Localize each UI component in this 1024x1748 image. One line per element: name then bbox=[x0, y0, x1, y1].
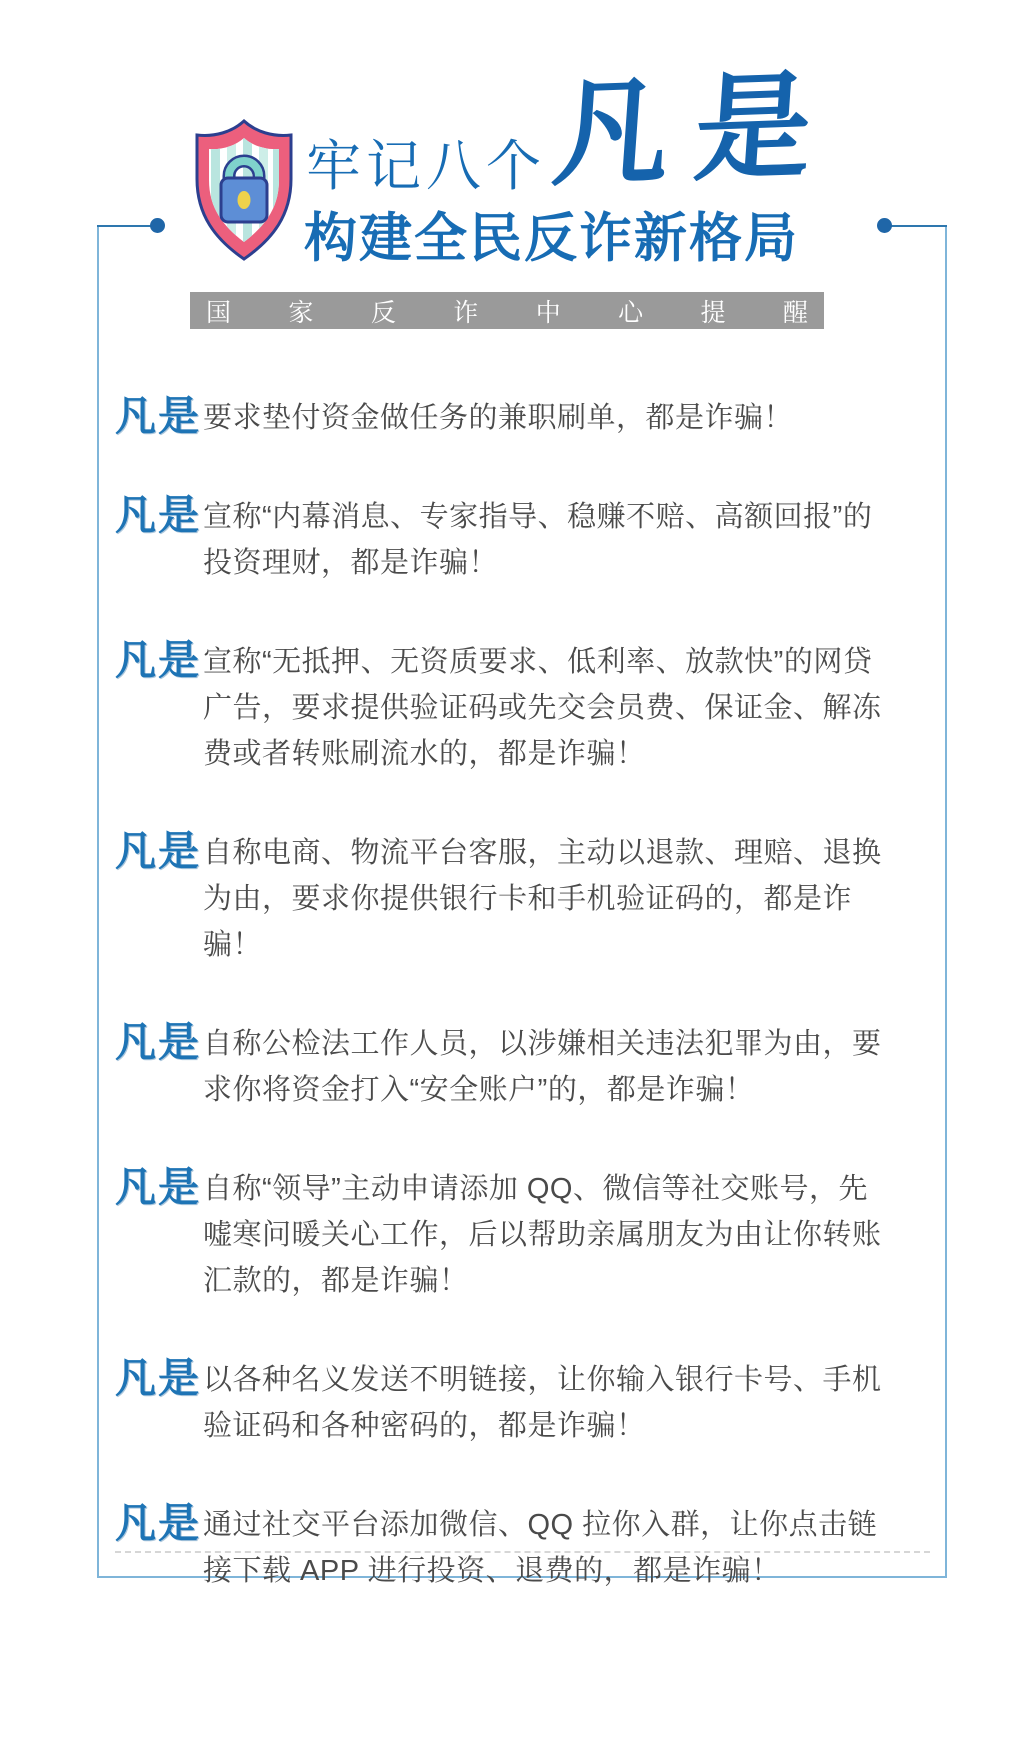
rule-text: 自称公检法工作人员，以涉嫌相关违法犯罪为由，要求你将资金打入“安全账户”的，都是诈骗！ bbox=[203, 1028, 882, 1106]
frame-top-left-segment bbox=[97, 225, 152, 227]
rules-list bbox=[115, 395, 905, 1594]
banner-bar bbox=[190, 292, 824, 329]
rule-text: 通过社交平台添加微信、QQ 拉你入群，让你点击链接下载 APP 进行投资、退费的，都是诈骗！ bbox=[203, 1509, 878, 1587]
list-item bbox=[115, 1166, 905, 1304]
list-item bbox=[115, 1021, 905, 1113]
rule-text: 以各种名义发送不明链接，让你输入银行卡号、手机验证码和各种密码的，都是诈骗！ bbox=[203, 1364, 882, 1442]
rule-text: 要求垫付资金做任务的兼职刷单，都是诈骗！ bbox=[203, 402, 794, 434]
title-calligraphy: 凡是 bbox=[548, 59, 842, 200]
fanshi-label: 凡是 bbox=[115, 637, 201, 683]
list-item bbox=[115, 830, 905, 968]
fanshi-label: 凡是 bbox=[115, 393, 201, 439]
frame-right-dot bbox=[877, 218, 892, 233]
title-prefix: 牢记八个 bbox=[306, 135, 547, 197]
banner-char: 中 bbox=[535, 298, 561, 327]
shield-lock-icon bbox=[183, 116, 305, 266]
list-item bbox=[115, 1502, 905, 1594]
fanshi-label: 凡是 bbox=[115, 492, 201, 538]
fanshi-label: 凡是 bbox=[115, 828, 201, 874]
rule-text: 自称电商、物流平台客服，主动以退款、理赔、退换为由，要求你提供银行卡和手机验证码的，都是诈骗！ bbox=[203, 837, 882, 961]
list-item bbox=[115, 1357, 905, 1449]
frame-left-dot bbox=[150, 218, 165, 233]
rule-text: 宣称“内幕消息、专家指导、稳赚不赔、高额回报”的投资理财，都是诈骗！ bbox=[203, 501, 873, 579]
list-item bbox=[115, 395, 905, 441]
list-item bbox=[115, 639, 905, 777]
fanshi-label: 凡是 bbox=[115, 1164, 201, 1210]
banner-char: 诈 bbox=[453, 298, 479, 327]
banner-char: 国 bbox=[206, 298, 232, 327]
banner-char: 反 bbox=[370, 298, 396, 327]
banner-char: 提 bbox=[700, 298, 726, 327]
bottom-dashed-divider bbox=[115, 1551, 930, 1553]
content-frame bbox=[97, 227, 947, 1587]
rule-text: 自称“领导”主动申请添加 QQ、微信等社交账号，先嘘寒问暖关心工作，后以帮助亲属朋友为由让你转账汇款的，都是诈骗！ bbox=[203, 1173, 882, 1297]
fanshi-label: 凡是 bbox=[115, 1500, 201, 1546]
fanshi-label: 凡是 bbox=[115, 1355, 201, 1401]
banner-char: 心 bbox=[618, 298, 644, 327]
list-item bbox=[115, 494, 905, 586]
banner-char: 家 bbox=[288, 298, 314, 327]
banner-char: 醒 bbox=[782, 298, 808, 327]
subtitle: 构建全民反诈新格局 bbox=[304, 209, 799, 268]
fanshi-label: 凡是 bbox=[115, 1019, 201, 1065]
rule-text: 宣称“无抵押、无资质要求、低利率、放款快”的网贷广告，要求提供验证码或先交会员费、保证金、解冻费或者转账刷流水的，都是诈骗！ bbox=[203, 646, 882, 770]
frame-top-right-segment bbox=[891, 225, 947, 227]
